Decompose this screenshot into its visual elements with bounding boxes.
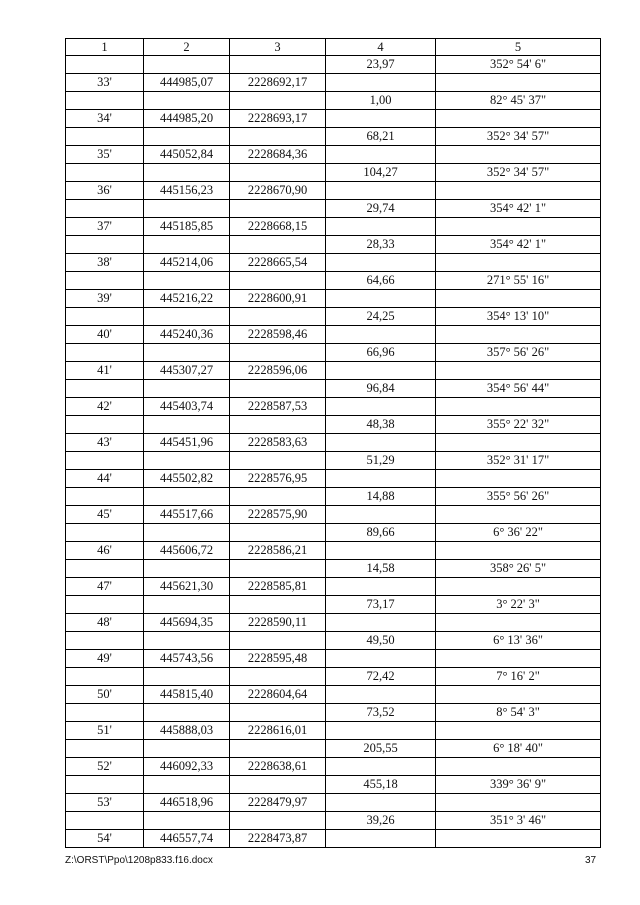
table-cell: 82° 45' 37" (436, 92, 601, 110)
table-cell (66, 380, 144, 398)
table-cell (66, 776, 144, 794)
table-cell: 2228668,15 (230, 218, 326, 236)
table-cell: 44' (66, 470, 144, 488)
table-row (66, 578, 601, 596)
table-cell: 7° 16' 2" (436, 668, 601, 686)
table-cell: 455,18 (326, 776, 436, 794)
table-cell: 446518,96 (144, 794, 230, 812)
table-cell: 2228600,91 (230, 290, 326, 308)
table-row (66, 74, 601, 92)
table-cell: 445185,85 (144, 218, 230, 236)
table-cell: 352° 34' 57" (436, 128, 601, 146)
table-cell: 34' (66, 110, 144, 128)
table-row (66, 128, 601, 146)
table-cell (144, 596, 230, 614)
column-header: 3 (230, 39, 326, 56)
table-cell (436, 434, 601, 452)
table-cell: 2228587,53 (230, 398, 326, 416)
table-cell: 445156,23 (144, 182, 230, 200)
table-cell (144, 668, 230, 686)
table-cell (436, 830, 601, 848)
table-cell (230, 812, 326, 830)
table-cell: 2228604,64 (230, 686, 326, 704)
table-cell: 49' (66, 650, 144, 668)
table-cell (436, 362, 601, 380)
column-header: 1 (66, 39, 144, 56)
table-cell (66, 200, 144, 218)
table-cell (230, 632, 326, 650)
table-cell (436, 614, 601, 632)
table-cell: 37' (66, 218, 144, 236)
table-row (66, 308, 601, 326)
table-cell: 444985,20 (144, 110, 230, 128)
table-cell (144, 236, 230, 254)
table-cell: 89,66 (326, 524, 436, 542)
table-cell: 50' (66, 686, 144, 704)
table-cell: 40' (66, 326, 144, 344)
table-cell: 445216,22 (144, 290, 230, 308)
table-row (66, 614, 601, 632)
table-cell: 445621,30 (144, 578, 230, 596)
table-row (66, 146, 601, 164)
table-cell (230, 236, 326, 254)
table-cell: 352° 31' 17" (436, 452, 601, 470)
table-cell (230, 56, 326, 74)
table-cell (326, 110, 436, 128)
table-cell: 73,52 (326, 704, 436, 722)
table-cell: 42' (66, 398, 144, 416)
table-cell (144, 452, 230, 470)
footer-page-number: 37 (585, 855, 597, 866)
table-cell: 51' (66, 722, 144, 740)
table-cell (326, 542, 436, 560)
table-cell: 46' (66, 542, 144, 560)
table-cell: 104,27 (326, 164, 436, 182)
table-cell: 73,17 (326, 596, 436, 614)
table-cell: 445403,74 (144, 398, 230, 416)
table-cell: 355° 56' 26" (436, 488, 601, 506)
table-cell (66, 488, 144, 506)
table-cell: 29,74 (326, 200, 436, 218)
table-cell (436, 290, 601, 308)
table-cell: 445815,40 (144, 686, 230, 704)
table-cell: 339° 36' 9" (436, 776, 601, 794)
table-cell (144, 92, 230, 110)
table-row (66, 92, 601, 110)
table-cell (230, 200, 326, 218)
table-cell (326, 722, 436, 740)
table-cell (66, 308, 144, 326)
table-cell: 38' (66, 254, 144, 272)
table-row (66, 722, 601, 740)
table-cell (144, 128, 230, 146)
table-cell: 8° 54' 3" (436, 704, 601, 722)
table-cell: 354° 42' 1" (436, 200, 601, 218)
table-cell (326, 470, 436, 488)
table-cell: 36' (66, 182, 144, 200)
table-cell (66, 812, 144, 830)
table-row (66, 506, 601, 524)
table-cell: 2228692,17 (230, 74, 326, 92)
table-cell: 445606,72 (144, 542, 230, 560)
table-cell: 24,25 (326, 308, 436, 326)
table-cell: 446557,74 (144, 830, 230, 848)
table-cell (436, 218, 601, 236)
footer-file-path: Z:\ORST\Ppo\1208p833.f16.docx (65, 855, 213, 866)
table-cell (144, 164, 230, 182)
table-row (66, 380, 601, 398)
table-cell (230, 704, 326, 722)
table-cell (326, 614, 436, 632)
table-cell: 354° 56' 44" (436, 380, 601, 398)
table-cell (326, 830, 436, 848)
table-cell: 2228693,17 (230, 110, 326, 128)
table-row (66, 488, 601, 506)
table-cell: 445307,27 (144, 362, 230, 380)
table-cell: 2228595,48 (230, 650, 326, 668)
table-cell (144, 308, 230, 326)
table-cell: 39,26 (326, 812, 436, 830)
table-cell: 444985,07 (144, 74, 230, 92)
table-cell: 48,38 (326, 416, 436, 434)
table-cell (326, 506, 436, 524)
table-cell: 3° 22' 3" (436, 596, 601, 614)
table-cell: 357° 56' 26" (436, 344, 601, 362)
table-cell (230, 380, 326, 398)
table-cell (436, 506, 601, 524)
table-cell (144, 200, 230, 218)
table-row (66, 650, 601, 668)
table-row (66, 758, 601, 776)
table-cell: 2228585,81 (230, 578, 326, 596)
table-cell (144, 56, 230, 74)
table-cell: 352° 34' 57" (436, 164, 601, 182)
table-cell: 51,29 (326, 452, 436, 470)
table-cell (66, 236, 144, 254)
table-cell (144, 344, 230, 362)
table-cell (230, 668, 326, 686)
table-cell: 271° 55' 16" (436, 272, 601, 290)
table-cell (436, 146, 601, 164)
table-cell: 2228583,63 (230, 434, 326, 452)
table-cell (436, 578, 601, 596)
table-cell: 96,84 (326, 380, 436, 398)
table-cell (230, 488, 326, 506)
table-cell (436, 650, 601, 668)
table-row (66, 470, 601, 488)
table-cell: 355° 22' 32" (436, 416, 601, 434)
table-row (66, 398, 601, 416)
table-cell (144, 776, 230, 794)
table-cell: 445052,84 (144, 146, 230, 164)
table-cell (326, 74, 436, 92)
table-cell: 446092,33 (144, 758, 230, 776)
table-cell (436, 542, 601, 560)
column-header: 4 (326, 39, 436, 56)
table-cell: 2228670,90 (230, 182, 326, 200)
table-cell (326, 146, 436, 164)
table-cell: 2228590,11 (230, 614, 326, 632)
table-cell (144, 632, 230, 650)
table-cell (230, 776, 326, 794)
table-cell: 445214,06 (144, 254, 230, 272)
table-cell: 351° 3' 46" (436, 812, 601, 830)
table-cell: 445517,66 (144, 506, 230, 524)
table-row (66, 668, 601, 686)
table-cell: 445743,56 (144, 650, 230, 668)
table-cell: 445240,36 (144, 326, 230, 344)
table-cell (230, 740, 326, 758)
table-cell: 445888,03 (144, 722, 230, 740)
table-cell: 45' (66, 506, 144, 524)
table-row (66, 218, 601, 236)
table-cell (326, 794, 436, 812)
table-row (66, 794, 601, 812)
table-cell (66, 668, 144, 686)
table-cell: 41' (66, 362, 144, 380)
table-cell (326, 434, 436, 452)
table-cell: 48' (66, 614, 144, 632)
table-cell (230, 596, 326, 614)
table-cell (326, 362, 436, 380)
table-cell: 2228479,97 (230, 794, 326, 812)
table-cell: 2228473,87 (230, 830, 326, 848)
table-cell (230, 416, 326, 434)
column-header: 5 (436, 39, 601, 56)
table-cell (66, 596, 144, 614)
table-cell (436, 326, 601, 344)
table-cell (66, 92, 144, 110)
table-cell (230, 128, 326, 146)
table-row (66, 182, 601, 200)
table-cell: 64,66 (326, 272, 436, 290)
table-cell (436, 686, 601, 704)
table-row (66, 56, 601, 74)
table-cell: 52' (66, 758, 144, 776)
table-cell: 6° 13' 36" (436, 632, 601, 650)
table-cell (326, 686, 436, 704)
table-cell: 2228684,36 (230, 146, 326, 164)
table-cell: 35' (66, 146, 144, 164)
table-row (66, 344, 601, 362)
table-cell: 2228638,61 (230, 758, 326, 776)
table-cell (436, 74, 601, 92)
table-header-row (66, 39, 601, 56)
table-row (66, 434, 601, 452)
table-cell: 43' (66, 434, 144, 452)
table-cell (436, 398, 601, 416)
coordinates-table (65, 38, 601, 848)
table-row (66, 560, 601, 578)
table-cell (326, 254, 436, 272)
table-row (66, 632, 601, 650)
table-row (66, 272, 601, 290)
table-cell (144, 524, 230, 542)
table-row (66, 830, 601, 848)
table-row (66, 236, 601, 254)
column-header: 2 (144, 39, 230, 56)
table-row (66, 452, 601, 470)
table-row (66, 524, 601, 542)
table-cell: 39' (66, 290, 144, 308)
table-cell: 33' (66, 74, 144, 92)
table-cell: 47' (66, 578, 144, 596)
table-row (66, 686, 601, 704)
table-cell: 445502,82 (144, 470, 230, 488)
table-cell: 68,21 (326, 128, 436, 146)
table-cell (144, 416, 230, 434)
table-cell (66, 740, 144, 758)
table-cell (326, 650, 436, 668)
table-cell (230, 272, 326, 290)
table-cell (66, 128, 144, 146)
table-cell (326, 182, 436, 200)
table-cell: 28,33 (326, 236, 436, 254)
table-row (66, 416, 601, 434)
table-cell: 2228576,95 (230, 470, 326, 488)
table-cell (66, 164, 144, 182)
table-cell (144, 812, 230, 830)
table-cell (326, 578, 436, 596)
table-cell (144, 488, 230, 506)
table-cell (230, 164, 326, 182)
table-cell: 2228665,54 (230, 254, 326, 272)
table-cell (230, 452, 326, 470)
table-cell: 14,58 (326, 560, 436, 578)
table-cell: 49,50 (326, 632, 436, 650)
table-cell: 352° 54' 6" (436, 56, 601, 74)
table-cell (66, 524, 144, 542)
table-cell: 2228575,90 (230, 506, 326, 524)
table-cell (144, 272, 230, 290)
table-cell: 205,55 (326, 740, 436, 758)
table-cell: 6° 18' 40" (436, 740, 601, 758)
table-cell: 66,96 (326, 344, 436, 362)
table-row (66, 704, 601, 722)
table-cell (66, 452, 144, 470)
table-cell (66, 560, 144, 578)
table-cell (436, 110, 601, 128)
table-cell (230, 344, 326, 362)
table-cell: 14,88 (326, 488, 436, 506)
table-cell: 2228586,21 (230, 542, 326, 560)
table-cell (144, 704, 230, 722)
table-row (66, 542, 601, 560)
table-row (66, 812, 601, 830)
table-row (66, 326, 601, 344)
table-cell (436, 470, 601, 488)
table-cell: 72,42 (326, 668, 436, 686)
table-cell: 23,97 (326, 56, 436, 74)
table-row (66, 290, 601, 308)
table-row (66, 362, 601, 380)
table-cell: 445694,35 (144, 614, 230, 632)
table-row (66, 200, 601, 218)
table-cell (66, 704, 144, 722)
table-cell (230, 524, 326, 542)
table-cell (326, 758, 436, 776)
table-row (66, 110, 601, 128)
table-cell: 2228616,01 (230, 722, 326, 740)
table-cell (144, 740, 230, 758)
table-row (66, 596, 601, 614)
table-cell (326, 290, 436, 308)
table-cell (326, 218, 436, 236)
table-cell (436, 794, 601, 812)
table-cell (66, 632, 144, 650)
table-row (66, 164, 601, 182)
table-cell: 354° 13' 10" (436, 308, 601, 326)
table-cell (230, 308, 326, 326)
table-cell: 2228598,46 (230, 326, 326, 344)
table-cell (66, 416, 144, 434)
table-cell (326, 326, 436, 344)
table-cell: 53' (66, 794, 144, 812)
table-row (66, 254, 601, 272)
table-cell (144, 380, 230, 398)
table-cell (230, 560, 326, 578)
table-cell (436, 254, 601, 272)
table-cell (326, 398, 436, 416)
table-cell: 2228596,06 (230, 362, 326, 380)
table-cell (230, 92, 326, 110)
table-cell (66, 344, 144, 362)
table-cell: 358° 26' 5" (436, 560, 601, 578)
table-cell (66, 56, 144, 74)
table-row (66, 776, 601, 794)
table-cell (436, 758, 601, 776)
table-cell: 354° 42' 1" (436, 236, 601, 254)
table-cell: 54' (66, 830, 144, 848)
table-cell (144, 560, 230, 578)
table-cell (436, 182, 601, 200)
table-cell: 445451,96 (144, 434, 230, 452)
table-cell (66, 272, 144, 290)
table-cell: 1,00 (326, 92, 436, 110)
table-cell (436, 722, 601, 740)
table-cell: 6° 36' 22" (436, 524, 601, 542)
table-row (66, 740, 601, 758)
